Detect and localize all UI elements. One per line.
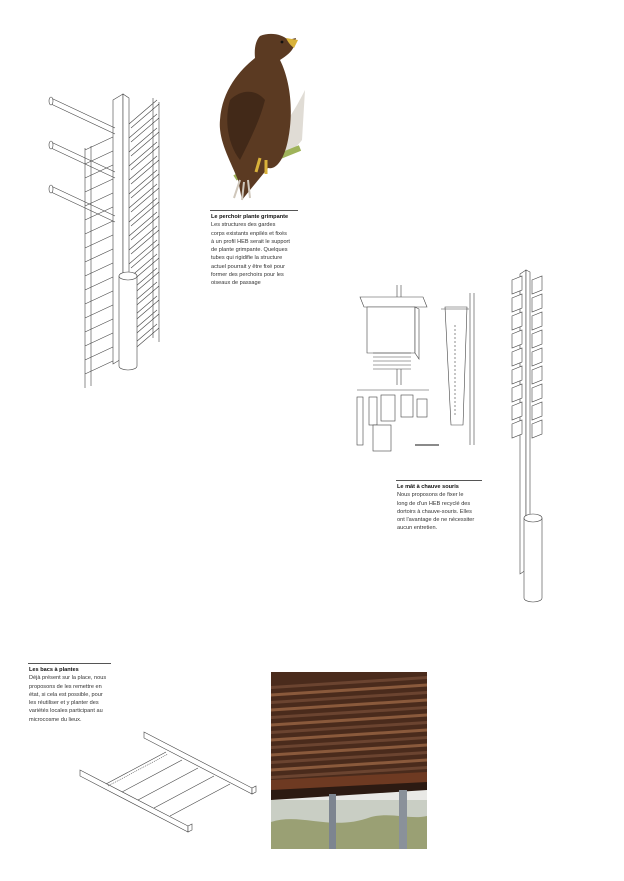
mast-bat-box [532, 348, 542, 366]
mast-base-cylinder [524, 514, 542, 602]
planter-slats [106, 752, 230, 816]
perch-tubes [49, 97, 115, 222]
eagle-illustration [210, 30, 310, 200]
perch-rule [210, 210, 298, 211]
bat-box-side-view [441, 293, 474, 445]
bat-mast-drawing [508, 270, 548, 610]
bat-box-front-view [360, 285, 427, 385]
bat-mast-caption: Le mât à chauve souris Nous proposons de fixer le long de d'un HEB recyclé des dortoirs à chauve-souris. Elles ont l'avantage de ne nécessiter aucun entretien. [397, 483, 507, 533]
mast-bat-box [532, 366, 542, 384]
mast-bat-box [532, 276, 542, 294]
base-cylinder [119, 272, 137, 370]
planters-title: Les bacs à plantes [29, 667, 79, 673]
mast-bat-box [532, 312, 542, 330]
photo-column-right [399, 790, 407, 849]
perch-caption: Le perchoir plante grimpante Les structures des gardes corps existants enpilés et fixés à un profil HEB serait le support de plante grimpante. Quelques tubes qui rigidifie la structure actuel pourrait y être fixé pour former des perchoirs pour les oiseaux de passage [211, 213, 331, 288]
mast-bat-box [532, 384, 542, 402]
canopy-photo [271, 672, 427, 849]
perch-title: Le perchoir plante grimpante [211, 214, 289, 220]
mast-bat-box [532, 330, 542, 348]
bat-box-drawings [355, 285, 490, 460]
mast-bat-box [532, 420, 542, 438]
mast-bat-box [532, 294, 542, 312]
planters-caption: Les bacs à plantes Déjà présent sur la place, nous proposons de les remettre en état, si cela est possible, pour les réutiliser et y planter des variétés locales participant au microcosme du lieux. [29, 666, 139, 724]
mast-bat-box [532, 402, 542, 420]
perch-structure-drawing [45, 88, 165, 388]
bat-mast-title: Le mât à chauve souris [397, 484, 459, 490]
planters-rule [28, 663, 111, 664]
planter-beam-front [80, 770, 188, 832]
bat-box-parts [357, 390, 439, 451]
planter-drawing [78, 730, 258, 830]
bat-mast-rule [396, 480, 482, 481]
photo-column-left [329, 794, 336, 849]
